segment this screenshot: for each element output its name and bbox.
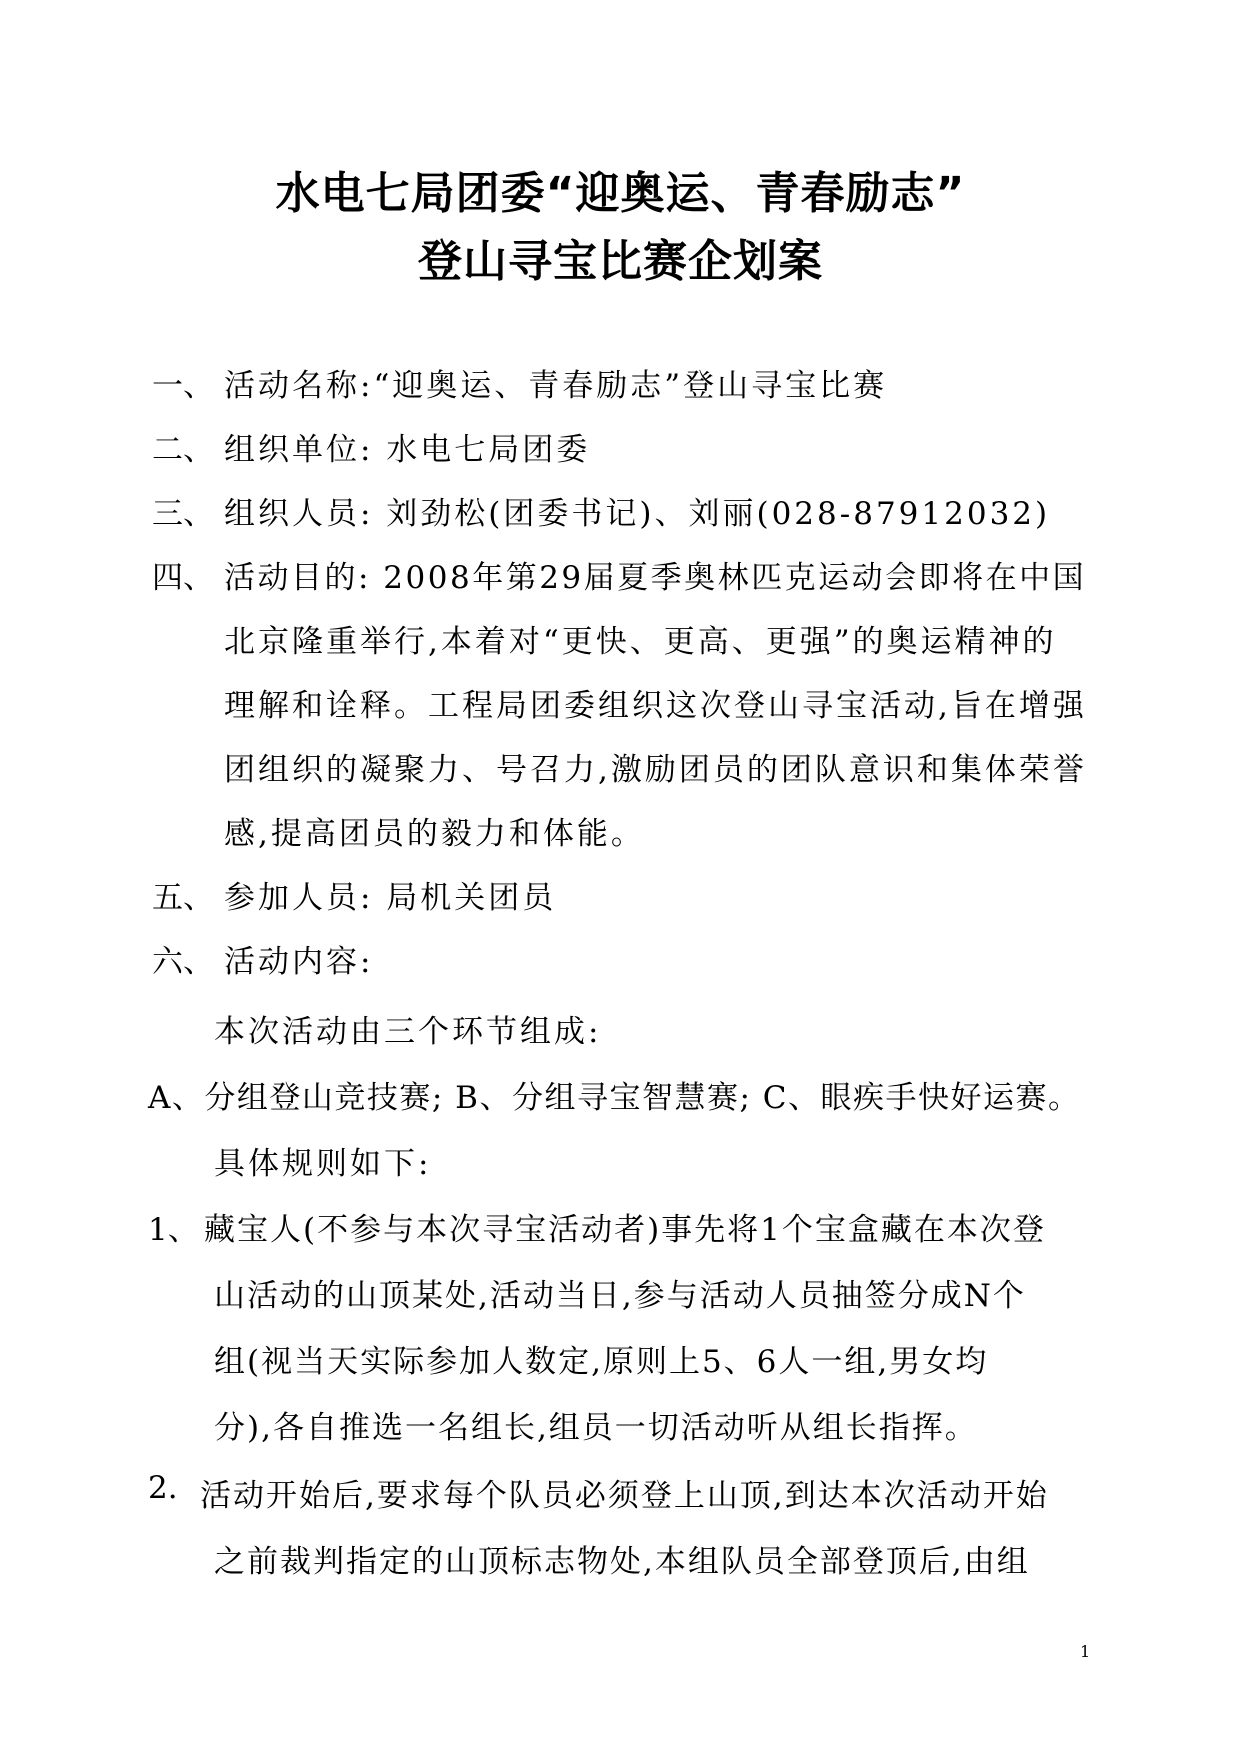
rule-line: 活动开始后,要求每个队员必须登上山顶,到达本次活动开始 [200, 1478, 1049, 1514]
section-purpose-line: 感,提高团员的毅力和体能。 [224, 816, 645, 852]
section-number: 一、 [152, 368, 214, 404]
rule-line: 组(视当天实际参加人数定,原则上5、6人一组,男女均 [214, 1344, 989, 1380]
section-number: 二、 [152, 432, 214, 468]
section-activity-name: 活动名称:“迎奥运、青春励志”登山寻宝比赛 [224, 368, 888, 404]
section-organizer: 组织单位: 水电七局团委 [224, 432, 591, 468]
section-staff: 组织人员: 刘劲松(团委书记)、刘丽(028-87912032) [224, 496, 1051, 532]
section-number: 六、 [152, 944, 214, 980]
content-intro: 本次活动由三个环节组成: [214, 1014, 602, 1050]
section-participants: 参加人员: 局机关团员 [224, 880, 557, 916]
content-parts: A、分组登山竞技赛; B、分组寻宝智慧赛; C、眼疾手快好运赛。 [148, 1080, 1081, 1116]
rule-line: 藏宝人(不参与本次寻宝活动者)事先将1个宝盒藏在本次登 [204, 1212, 1046, 1248]
section-purpose-line: 活动目的: 2008年第29届夏季奥林匹克运动会即将在中国 [224, 560, 1087, 596]
section-content-heading: 活动内容: [224, 944, 374, 980]
page-number: 1 [1080, 1642, 1091, 1661]
rule-line: 之前裁判指定的山顶标志物处,本组队员全部登顶后,由组 [214, 1544, 1030, 1580]
section-purpose-line: 团组织的凝聚力、号召力,激励团员的团队意识和集体荣誉 [224, 752, 1087, 788]
content-rules-heading: 具体规则如下: [214, 1146, 432, 1182]
section-purpose-line: 理解和诠释。工程局团委组织这次登山寻宝活动,旨在增强 [224, 688, 1087, 724]
document-title-line-1: 水电七局团委“迎奥运、青春励志” [275, 168, 966, 219]
section-purpose-line: 北京隆重举行,本着对“更快、更高、更强”的奥运精神的 [224, 624, 1057, 660]
rule-line: 山活动的山顶某处,活动当日,参与活动人员抽签分成N个 [214, 1278, 1026, 1314]
rule-line: 分),各自推选一名组长,组员一切活动听从组长指挥。 [214, 1410, 978, 1446]
rule-number: 1、 [148, 1212, 199, 1248]
section-number: 五、 [152, 880, 214, 916]
section-number: 四、 [152, 560, 214, 596]
document-title-line-2: 登山寻宝比赛企划案 [418, 236, 823, 287]
rule-number: 2. [148, 1470, 178, 1506]
section-number: 三、 [152, 496, 214, 532]
